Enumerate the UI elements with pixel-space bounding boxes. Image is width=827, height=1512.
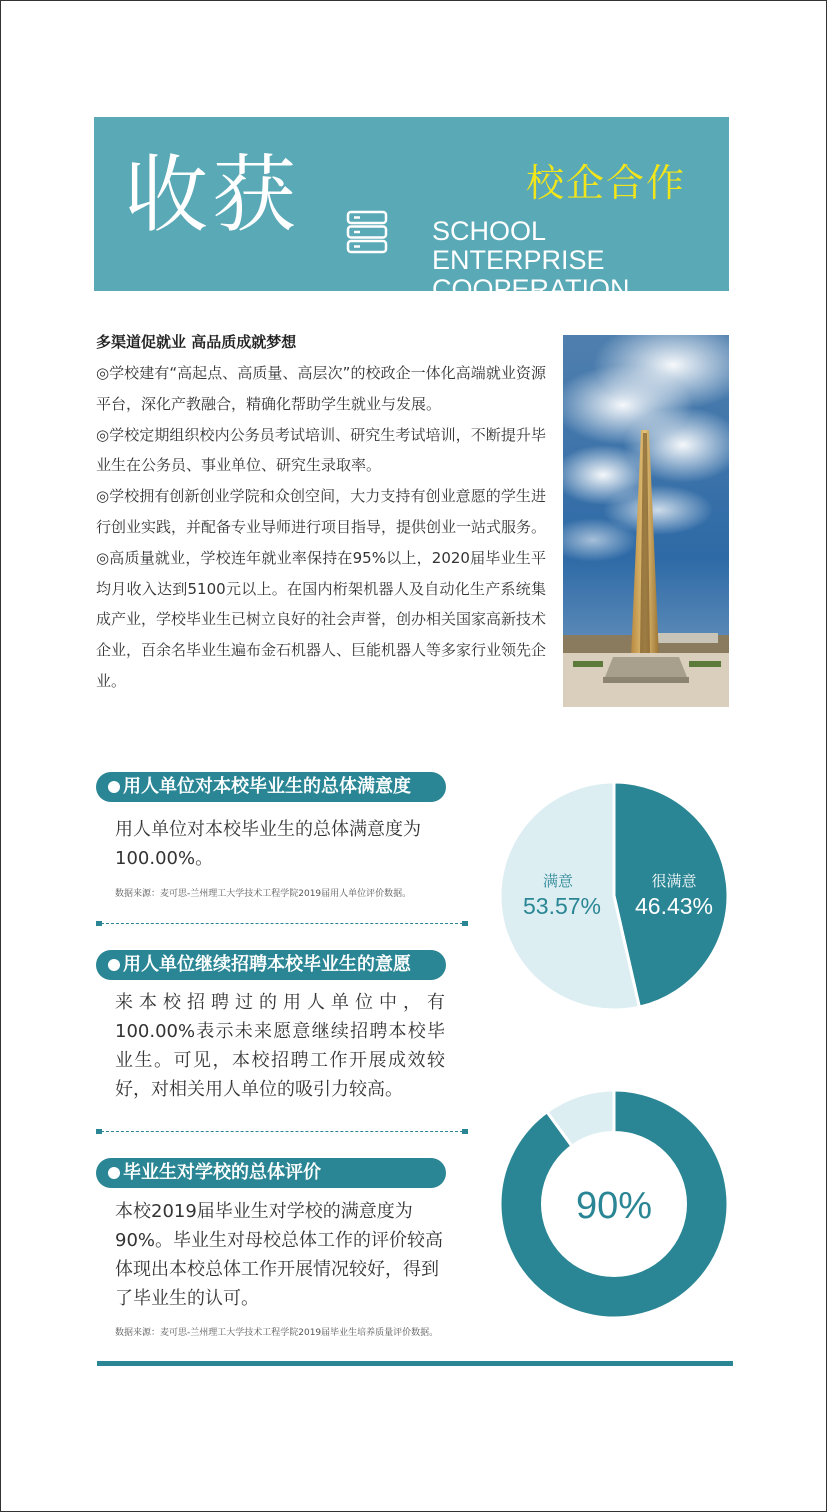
donut-center-label: 90% bbox=[575, 1185, 653, 1227]
section-divider bbox=[96, 1131, 468, 1132]
section-title-evaluation bbox=[96, 1158, 446, 1188]
bullet-dot-icon bbox=[108, 781, 120, 793]
section-divider bbox=[96, 923, 468, 924]
banner-subtitle-cn: 校企合作 bbox=[526, 161, 687, 205]
satisfaction-pie-chart bbox=[498, 780, 730, 1012]
section-text-rehire: 来本校招聘过的用人单位中，有100.00%表示未来愿意继续招聘本校毕业生。可见，本校招聘工作开展成效较好，对相关用人单位的吸引力较高。 bbox=[115, 992, 445, 1100]
section-title-rehire bbox=[96, 950, 446, 980]
campus-monument-photo bbox=[563, 335, 729, 707]
page-title: 收获 bbox=[124, 146, 301, 244]
intro-body bbox=[96, 358, 546, 697]
bullet-dot-icon bbox=[108, 959, 120, 971]
intro-paragraph: ◎学校定期组织校内公务员考试培训、研究生考试培训，不断提升毕业生在公务员、事业单位、研究生录取率。 bbox=[96, 425, 546, 475]
data-source-note: 数据来源：麦可思-兰州理工大学技术工程学院2019届毕业生培养质量评价数据。 bbox=[115, 1328, 439, 1338]
header-banner bbox=[94, 117, 729, 304]
intro-heading: 多渠道促就业 高品质成就梦想 bbox=[96, 333, 297, 351]
section-text-satisfaction: 用人单位对本校毕业生的总体满意度为100.00%。 bbox=[115, 819, 421, 869]
intro-paragraph: ◎学校建有“高起点、高质量、高层次”的校政企一体化高端就业资源平台，深化产教融合，精确化帮助学生就业与发展。 bbox=[96, 364, 546, 413]
section-title-label: 用人单位对本校毕业生的总体满意度 bbox=[123, 776, 411, 797]
bullet-dot-icon bbox=[108, 1167, 120, 1179]
section-title-label: 用人单位继续招聘本校毕业生的意愿 bbox=[123, 954, 411, 975]
server-stack-icon bbox=[346, 210, 388, 254]
intro-paragraph: ◎学校拥有创新创业学院和众创空间，大力支持有创业意愿的学生进行创业实践，并配备专业导师进行项目指导，提供创业一站式服务。 bbox=[96, 487, 547, 536]
banner-subtitle-en: SCHOOL ENTERPRISE COOPERATION bbox=[432, 216, 630, 304]
section-title-satisfaction bbox=[96, 772, 446, 802]
pie-category-label: 满意 bbox=[542, 873, 574, 890]
pie-value-label: 53.57% bbox=[522, 893, 602, 919]
intro-paragraph: ◎高质量就业，学校连年就业率保持在95%以上，2020届毕业生平均月收入达到5100元以上。在国内桁架机器人及自动化生产系统集成产业，学校毕业生已树立良好的社会声誉，创办相关国家高新技术企业，百余名毕业生遍布金石机器人、巨能机器人等多家行业领先企业。 bbox=[96, 548, 547, 690]
section-text-evaluation: 本校2019届毕业生对学校的满意度为90%。毕业生对母校总体工作的评价较高体现出本校总体工作开展情况较好，得到了毕业生的认可。 bbox=[115, 1201, 444, 1309]
evaluation-donut-chart bbox=[498, 1088, 730, 1320]
data-source-note: 数据来源：麦可思-兰州理工大学技术工程学院2019届用人单位评价数据。 bbox=[115, 889, 412, 899]
pie-category-label: 很满意 bbox=[651, 873, 697, 890]
section-title-label: 毕业生对学校的总体评价 bbox=[123, 1162, 321, 1183]
pie-value-label: 46.43% bbox=[634, 893, 714, 919]
bottom-rule bbox=[97, 1361, 733, 1366]
